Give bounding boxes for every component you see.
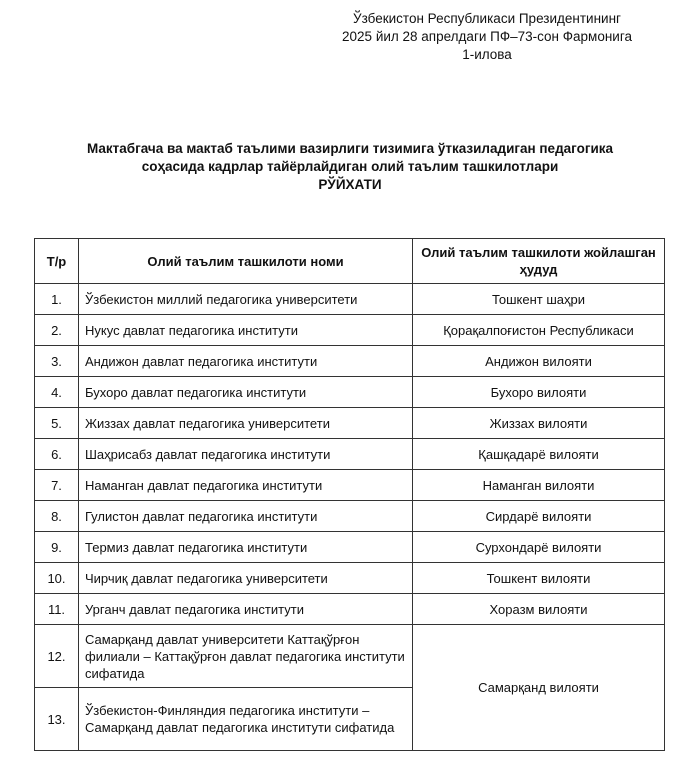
institutions-table [34,238,665,751]
row-number: 9. [35,532,79,563]
annex-line: 2025 йил 28 апрелдаги ПФ–73-сон Фармонига [342,29,632,44]
institution-region: Сирдарё вилояти [413,501,665,532]
institution-name: Самарқанд давлат университети Каттақўрғон филиали – Каттақўрғон давлат педагогика институти сифатида [79,625,413,688]
institution-name: Шаҳрисабз давлат педагогика институти [79,439,413,470]
institution-region: Самарқанд вилояти [413,625,665,751]
document-title [40,140,660,194]
row-number: 4. [35,377,79,408]
table-row [35,594,665,625]
institution-name: Ўзбекистон миллий педагогика университети [79,284,413,315]
row-number: 11. [35,594,79,625]
institution-region: Қорақалпоғистон Республикаси [413,315,665,346]
table-row [35,470,665,501]
institution-name: Термиз давлат педагогика институти [79,532,413,563]
institution-name: Наманган давлат педагогика институти [79,470,413,501]
table-row [35,346,665,377]
row-number: 6. [35,439,79,470]
institution-name: Бухоро давлат педагогика институти [79,377,413,408]
row-number: 7. [35,470,79,501]
table-row [35,377,665,408]
institution-name: Чирчиқ давлат педагогика университети [79,563,413,594]
column-header-name: Олий таълим ташкилоти номи [79,239,413,284]
institution-region: Тошкент шаҳри [413,284,665,315]
column-header-region: Олий таълим ташкилоти жойлашган ҳудуд [413,239,665,284]
institution-region: Жиззах вилояти [413,408,665,439]
annex-reference [322,10,652,64]
institution-name: Нукус давлат педагогика институти [79,315,413,346]
table-row [35,315,665,346]
institution-name: Урганч давлат педагогика институти [79,594,413,625]
row-number: 8. [35,501,79,532]
institution-name: Гулистон давлат педагогика институти [79,501,413,532]
title-line: Мактабгача ва мактаб таълими вазирлиги тизимига ўтказиладиган педагогика [86,141,614,156]
row-number: 3. [35,346,79,377]
row-number: 2. [35,315,79,346]
institution-name: Андижон давлат педагогика институти [79,346,413,377]
institution-region: Қашқадарё вилояти [413,439,665,470]
institution-region: Сурхондарё вилояти [413,532,665,563]
table-row [35,532,665,563]
table-row [35,625,665,688]
institution-region: Тошкент вилояти [413,563,665,594]
table-row [35,563,665,594]
table-row [35,408,665,439]
row-number: 1. [35,284,79,315]
title-heading: РЎЙХАТИ [318,177,382,192]
table-row [35,501,665,532]
institution-region: Хоразм вилояти [413,594,665,625]
institution-name: Ўзбекистон-Финляндия педагогика институти – Самарқанд давлат педагогика институти сифатида [79,688,413,751]
row-number: 5. [35,408,79,439]
column-header-number: Т/р [35,239,79,284]
institution-name: Жиззах давлат педагогика университети [79,408,413,439]
title-line: соҳасида кадрлар тайёрлайдиган олий таълим ташкилотлари [141,159,559,174]
row-number: 10. [35,563,79,594]
row-number: 13. [35,688,79,751]
table-header-row [35,239,665,284]
annex-line: Ўзбекистон Республикаси Президентининг [353,11,621,26]
table-row [35,439,665,470]
institution-region: Наманган вилояти [413,470,665,501]
table-row [35,284,665,315]
institution-region: Андижон вилояти [413,346,665,377]
annex-number: 1-илова [462,47,512,62]
institution-region: Бухоро вилояти [413,377,665,408]
row-number: 12. [35,625,79,688]
